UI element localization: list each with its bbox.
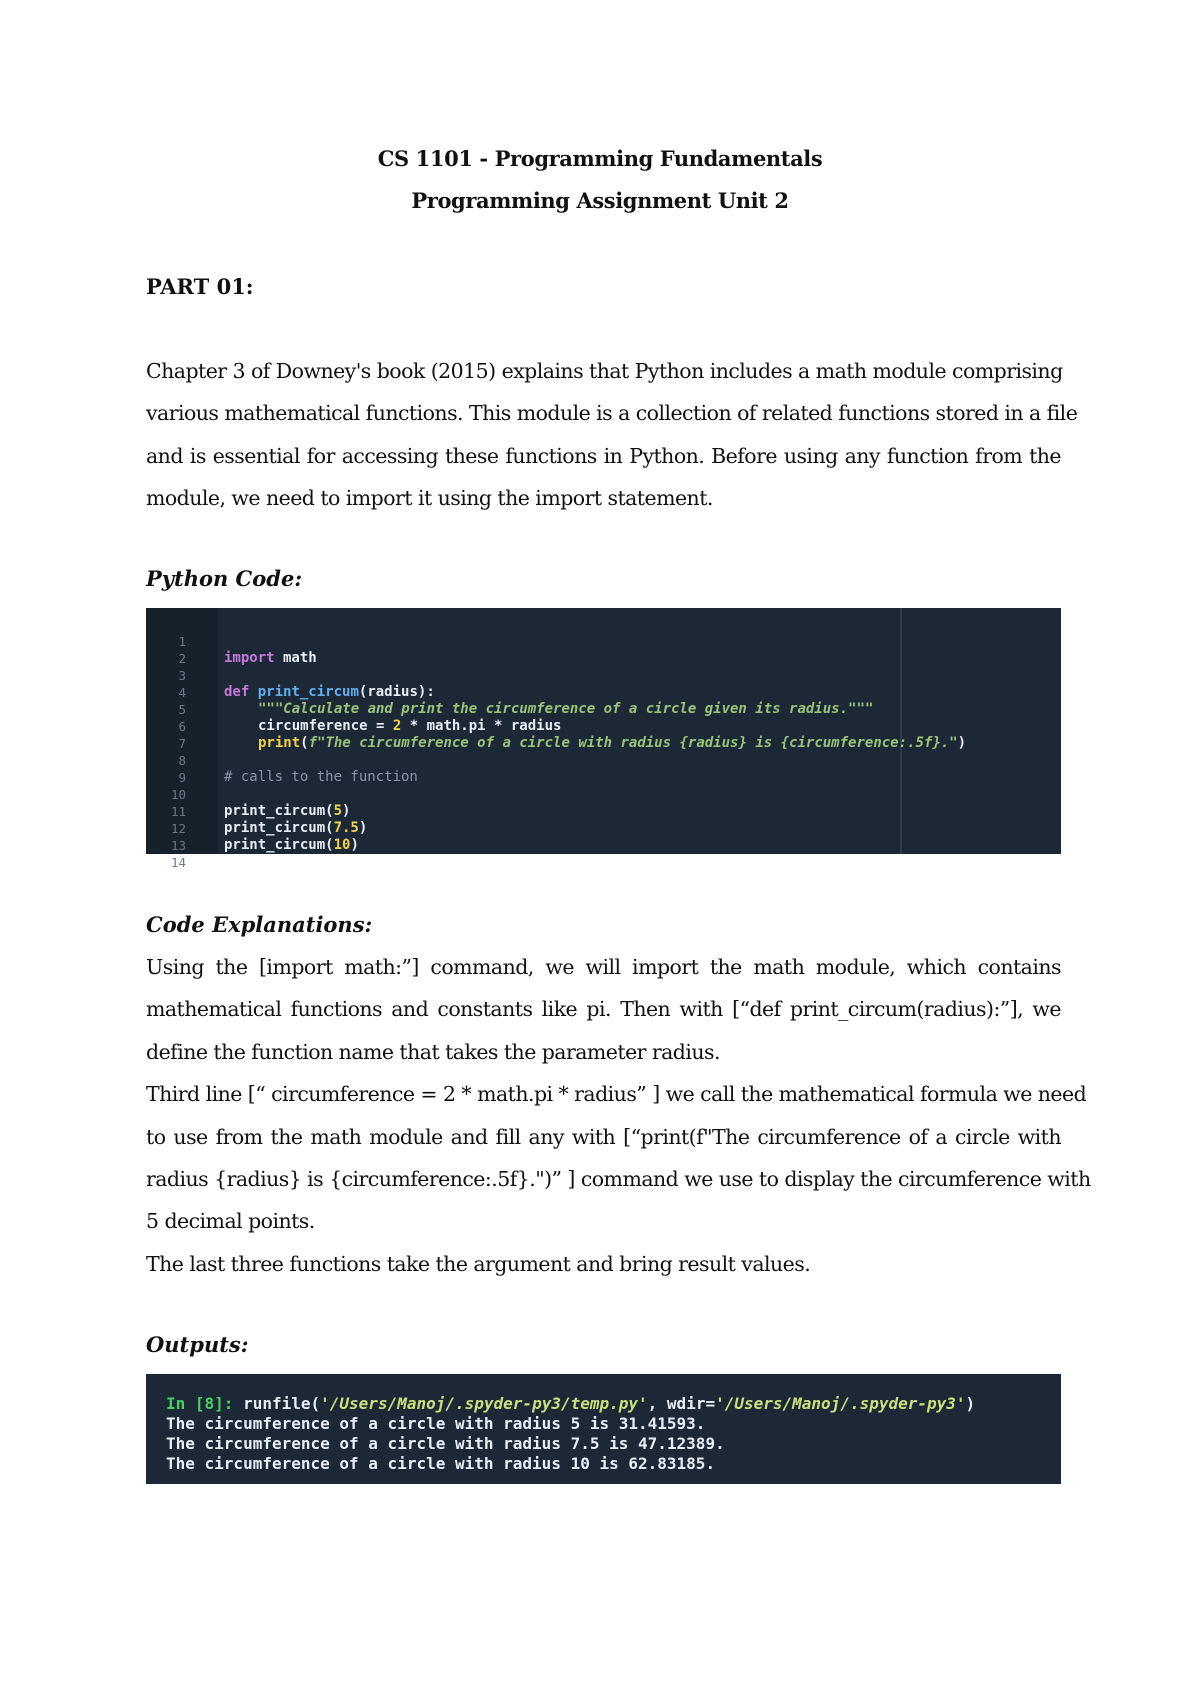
code-text: math [274, 650, 317, 666]
code-line-1 [146, 616, 317, 666]
intro-line: module, we need to import it using the import statement. [146, 486, 713, 511]
line-number: 7 [178, 736, 186, 751]
line-number: 1 [178, 634, 186, 649]
line-number: 8 [178, 753, 186, 768]
code-text: ) [350, 837, 359, 853]
explanation-line: The last three functions take the argument and bring result values. [146, 1251, 811, 1276]
line-number: 4 [178, 685, 186, 700]
builtin-name: print [258, 735, 301, 751]
code-text: * math.pi * radius [401, 718, 562, 734]
console-output-line: The circumference of a circle with radius 5 is 31.41593. [166, 1414, 706, 1433]
python-code-heading: Python Code: [146, 566, 303, 591]
number-literal: 7.5 [333, 820, 359, 836]
outputs-heading: Outputs: [146, 1332, 249, 1357]
code-line-7 [146, 718, 197, 751]
intro-line: Chapter 3 of Downey's book (2015) explains that Python includes a math module comprising [146, 359, 1063, 383]
course-title: CS 1101 - Programming Fundamentals [377, 146, 823, 171]
line-number: 12 [170, 821, 186, 836]
keyword: import [224, 650, 275, 666]
code-line-13 [146, 820, 197, 853]
explanation-line: radius {radius} is {circumference:.5f}.")” ] command we use to display the circumference with [146, 1166, 1091, 1191]
code-editor-screenshot [146, 608, 1061, 870]
comment: # calls to the function [224, 769, 418, 785]
string-literal: f"The circumference of a circle with radius {radius} is {circumference:.5f}." [308, 735, 958, 751]
console-output-line: The circumference of a circle with radius 10 is 62.83185. [166, 1454, 716, 1473]
intro-paragraph [146, 350, 1078, 520]
explanation-line: define the function name that takes the parameter radius. [146, 1039, 720, 1064]
console-output-screenshot [146, 1374, 1061, 1484]
intro-line: and is essential for accessing these functions in Python. Before using any function from the [146, 443, 1061, 468]
explanation-line: 5 decimal points. [146, 1209, 315, 1234]
explanation-line: to use from the math module and fill any with [“print(f"The circumference of a circle with [146, 1124, 1061, 1149]
line-number: 2 [178, 651, 186, 666]
console-text: ) [965, 1394, 976, 1413]
console-path: '/Users/Manoj/.spyder-py3' [715, 1394, 966, 1413]
line-number: 14 [170, 855, 186, 870]
function-name: print_circum [257, 684, 359, 700]
line-number: 6 [178, 719, 186, 734]
part-heading: PART 01: [146, 274, 254, 299]
code-text: (radius): [358, 684, 435, 700]
docstring: """Calculate and print the circumference of a circle given its radius.""" [258, 701, 874, 717]
code-line-2 [146, 633, 197, 666]
code-text: ) [358, 820, 368, 836]
console-prompt: In [8]: [166, 1394, 234, 1413]
line-number: 10 [170, 787, 186, 802]
code-explanations-heading: Code Explanations: [146, 912, 373, 937]
intro-line: various mathematical functions. This module is a collection of related functions stored in a file [146, 401, 1078, 426]
assignment-title: Programming Assignment Unit 2 [411, 188, 789, 213]
code-text: ) [957, 735, 967, 751]
explanation-line: Using the [import math:”] command, we will import the math module, which contains [146, 955, 1061, 979]
number-literal: 10 [333, 837, 351, 853]
code-line-14 [146, 837, 197, 870]
explanation-line: mathematical functions and constants like pi. Then with [“def print_circum(radius):”], we [146, 997, 1061, 1022]
number-literal: 2 [392, 718, 402, 734]
number-literal: 5 [333, 803, 343, 819]
line-number: 11 [170, 804, 186, 819]
line-number: 9 [178, 770, 186, 785]
code-text: print_circum( [224, 803, 334, 819]
code-text: ) [342, 803, 351, 819]
code-text: print_circum( [224, 837, 334, 853]
code-line-9 [146, 752, 197, 785]
code-text: print_circum( [224, 820, 334, 836]
editor-ruler [900, 608, 902, 854]
console-path: '/Users/Manoj/.spyder-py3/temp.py' [320, 1394, 648, 1413]
console-command-line [166, 1394, 975, 1414]
explanation-line: Third line [“ circumference = 2 * math.pi * radius” ] we call the mathematical formula we need [146, 1082, 1087, 1107]
line-number: 13 [170, 838, 186, 853]
console-output-line: The circumference of a circle with radius 7.5 is 47.12389. [166, 1434, 725, 1453]
console-text: runfile( [233, 1394, 321, 1413]
code-text: circumference = [258, 718, 393, 734]
code-text: ( [300, 735, 309, 751]
console-text: , wdir= [647, 1394, 716, 1413]
line-number: 3 [178, 668, 186, 683]
explanation-paragraph [146, 946, 1091, 1285]
keyword: def [224, 684, 250, 700]
line-number: 5 [178, 702, 186, 717]
